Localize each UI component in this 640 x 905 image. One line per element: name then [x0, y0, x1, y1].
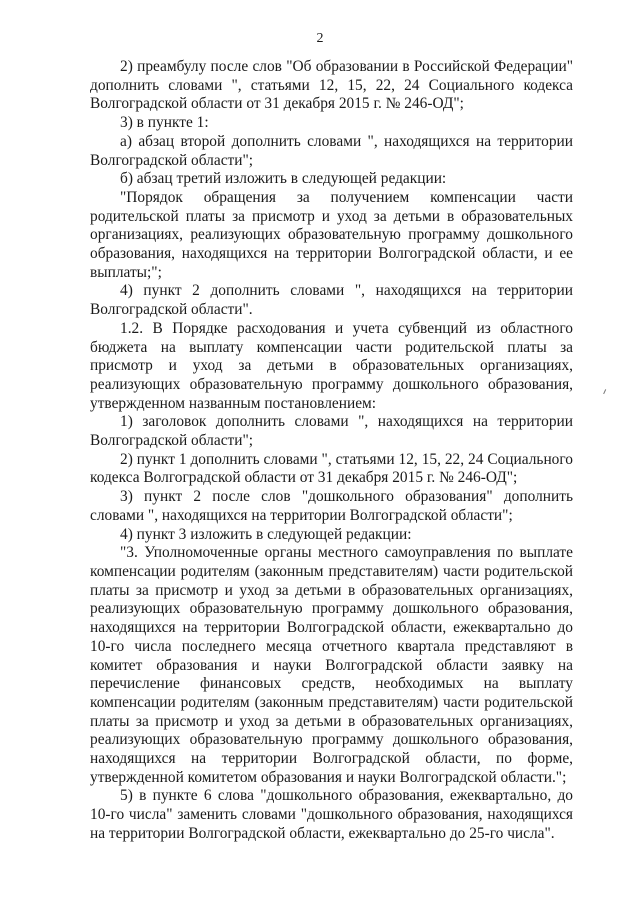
- paragraph-point-3-new-wording: "3. Уполномоченные органы местного самоуправления по выплате компенсации родителям (законным представителям) части родительской платы за присмотр и уход за детьми в образовательных организациях, реализующих образовательную программу дошкольного образования, находящихся на территории Волгоградской области, ежеквартально до 10-го числа последнего месяца отчетного квартала представляют в комитет образования и науки Волгоградской области заявку на перечисление финансовых средств, необходимых на выплату компенсации родителям (законным представителям) части родительской платы за присмотр и уход за детьми в образовательных организациях, реализующих образовательную программу дошкольного образования, находящихся на территории Волгоградской области, по форме, утвержденной комитетом образования и науки Волгоградской области.";: [90, 544, 573, 786]
- paragraph-amend-preamble: 2) преамбулу после слов "Об образовании в Российской Федерации" дополнить словами ", статьями 12, 15, 22, 24 Социального кодекса Волгоградской области от 31 декабря 2015 г. № 246-ОД";: [90, 58, 573, 113]
- paragraph-section-1-2: 1.2. В Порядке расходования и учета субвенций из областного бюджета на выплату компенсации части родительской платы за присмотр и уход за детьми в образовательных организациях, реализующих образовательную программу дошкольного образования, утвержденном названным постановлением:: [90, 319, 573, 412]
- paragraph-subpoint-b: б) абзац третий изложить в следующей редакции:: [120, 170, 447, 188]
- paragraph-subpoint-a: а) абзац второй дополнить словами ", находящихся на территории Волгоградской области";: [90, 132, 573, 169]
- paragraph-point-1-intro: 3) в пункте 1:: [120, 114, 209, 132]
- paragraph-new-wording-1: "Порядок обращения за получением компенсации части родительской платы за присмотр и уход за детьми в образовательных организациях, реализующих образовательную программу дошкольного образования, находящихся на территории Волгоградской области, и ее выплаты;";: [90, 188, 573, 281]
- document-body: [90, 58, 573, 844]
- paragraph-point-1-amend: 2) пункт 1 дополнить словами ", статьями 12, 15, 22, 24 Социального кодекса Волгоградской области от 31 декабря 2015 г. № 246-ОД";: [90, 450, 573, 487]
- paragraph-point-2-amend: 4) пункт 2 дополнить словами ", находящихся на территории Волгоградской области".: [90, 282, 573, 319]
- paragraph-point-2-after-words: 3) пункт 2 после слов "дошкольного образования" дополнить словами ", находящихся на территории Волгоградской области";: [90, 488, 573, 524]
- page-number: 2: [316, 31, 324, 46]
- paragraph-point-6-amend: 5) в пункте 6 слова "дошкольного образования, ежеквартально, до 10-го числа" заменить словами "дошкольного образования, находящихся на территории Волгоградской области, ежеквартально до 25-го числа".: [90, 787, 573, 842]
- scan-mark: [603, 389, 610, 396]
- paragraph-point-3-intro: 4) пункт 3 изложить в следующей редакции:: [120, 525, 412, 543]
- paragraph-title-amend: 1) заголовок дополнить словами ", находящихся на территории Волгоградской области";: [90, 413, 573, 450]
